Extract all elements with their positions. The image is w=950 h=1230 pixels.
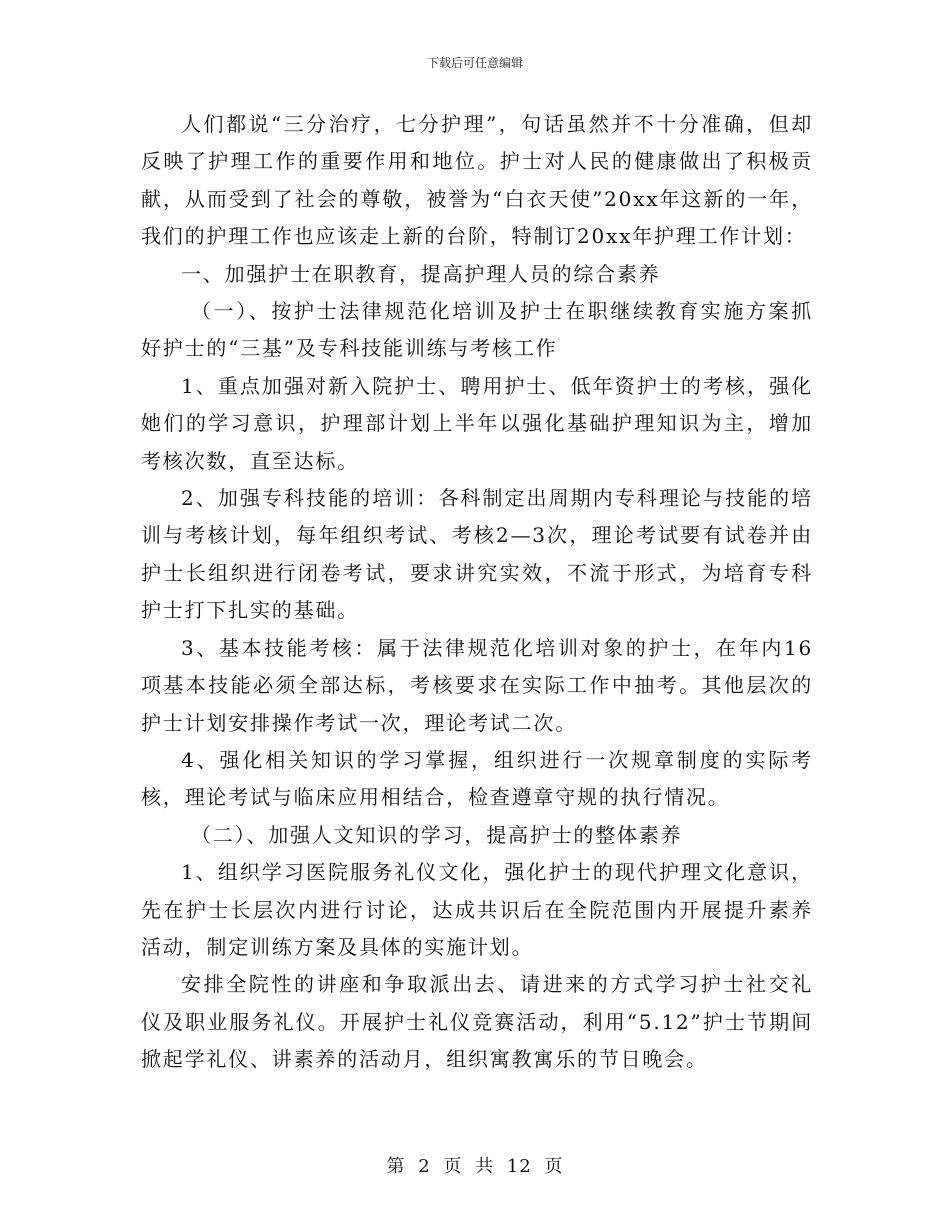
page-header: 下载后可任意编辑 [426, 56, 523, 70]
document-body [141, 106, 813, 1079]
subsection-heading-2: （二）、加强人文知识的学习，提高护士的整体素养 [191, 822, 683, 847]
paragraph-item-1: 1、重点加强对新入院护士、聘用护士、低年资护士的考核，强化她们的学习意识，护理部计划上半年以强化基础护理知识为主，增加考核次数，直至达标。 [141, 373, 813, 473]
paragraph-item-5: 1、组织学习医院服务礼仪文化，强化护士的现代护理文化意识，先在护士长层次内进行讨论，达成共识后在全院范围内开展提升素养活动，制定训练方案及具体的实施计划。 [141, 860, 813, 959]
paragraph-item-6: 安排全院性的讲座和争取派出去、请进来的方式学习护士社交礼仪及职业服务礼仪。开展护士礼仪竞赛活动，利用“5.12”护士节期间掀起学礼仪、讲素养的活动月，组织寓教寓乐的节日晚会。 [141, 972, 813, 1072]
paragraph-item-2: 2、加强专科技能的培训：各科制定出周期内专科理论与技能的培训与考核计划，每年组织考试、考核2—3次，理论考试要有试卷并由护士长组织进行闭卷考试，要求讲究实效，不流于形式，为培育专科护士打下扎实的基础。 [141, 486, 813, 623]
paragraph-item-4: 4、强化相关知识的学习掌握，组织进行一次规章制度的实际考核，理论考试与临床应用相结合，检查遵章守规的执行情况。 [141, 747, 813, 810]
section-heading-1: 一、加强护士在职教育，提高护理人员的综合素养 [181, 261, 661, 286]
subsection-heading-1: （一）、按护士法律规范化培训及护士在职继续教育实施方案抓好护士的“三基”及专科技能训练与考核工作 [141, 299, 813, 361]
paragraph-intro: 人们都说“三分治疗，七分护理”，句话虽然并不十分准确，但却反映了护理工作的重要作用和地位。护士对人民的健康做出了积极贡献，从而受到了社会的尊敬，被誉为“白衣天使”20xx年这新的一年，我们的护理工作也应该走上新的台阶，特制订20xx年护理工作计划： [141, 112, 813, 249]
paragraph-item-3: 3、基本技能考核：属于法律规范化培训对象的护士，在年内16项基本技能必须全部达标，考核要求在实际工作中抽考。其他层次的护士计划安排操作考试一次，理论考试二次。 [141, 635, 813, 735]
page-number-footer: 第 2 页 共 12 页 [386, 1156, 564, 1177]
